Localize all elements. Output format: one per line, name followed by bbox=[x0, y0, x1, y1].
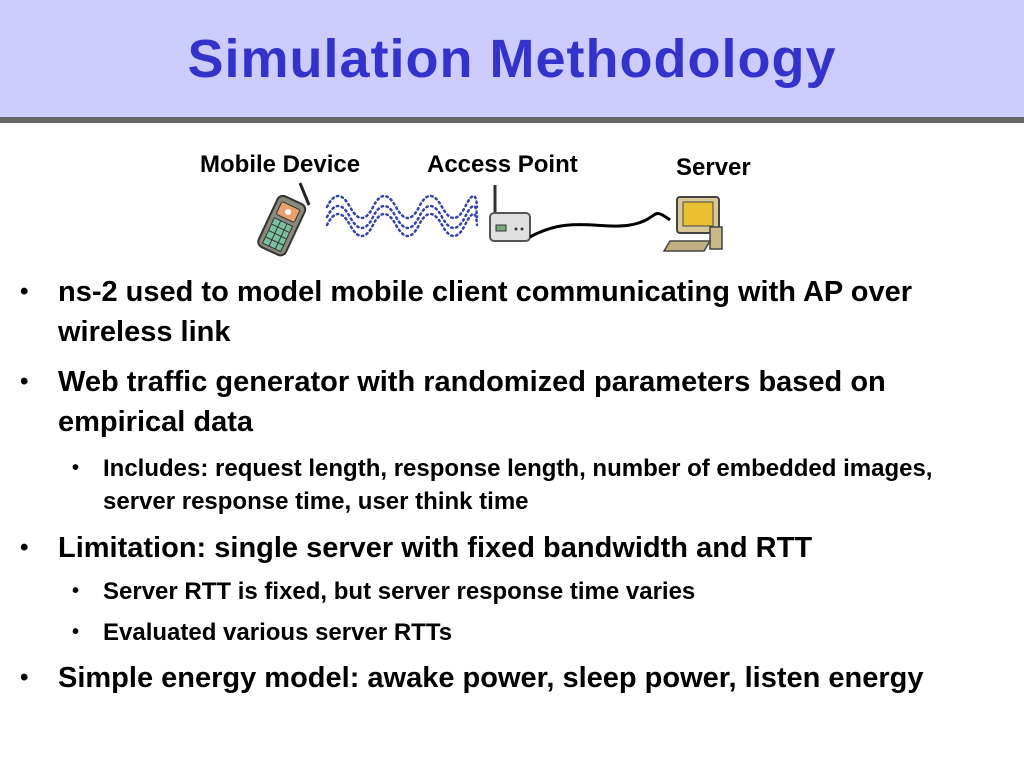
title-divider bbox=[0, 117, 1024, 123]
sub-bullet-item bbox=[72, 452, 993, 518]
bullet-marker: • bbox=[72, 621, 80, 643]
bullet-item bbox=[20, 528, 993, 568]
access-point-label: Access Point bbox=[427, 151, 578, 178]
bullet-item bbox=[20, 362, 993, 442]
slide-title: Simulation Methodology bbox=[187, 29, 837, 89]
bullet-text: Evaluated various server RTTs bbox=[103, 619, 453, 646]
bullet-marker: • bbox=[20, 664, 29, 691]
bullet-marker: • bbox=[20, 278, 29, 305]
wireless-signal-icon bbox=[327, 196, 477, 236]
mobile-phone-icon bbox=[256, 183, 309, 257]
bullet-text: Web traffic generator with randomized parameters based on empirical data bbox=[58, 366, 886, 438]
bullet-marker: • bbox=[72, 580, 80, 602]
mobile-device-label: Mobile Device bbox=[200, 151, 361, 178]
sub-bullet-item bbox=[72, 616, 993, 649]
bullet-marker: • bbox=[20, 368, 29, 395]
network-diagram bbox=[190, 145, 790, 260]
access-point-icon bbox=[490, 185, 530, 241]
sub-bullet-item bbox=[72, 575, 993, 608]
network-cable bbox=[530, 214, 670, 237]
bullet-marker: • bbox=[72, 457, 80, 479]
bullet-marker: • bbox=[20, 534, 29, 561]
bullet-text: Includes: request length, response length, number of embedded images, server response time, user think time bbox=[103, 455, 933, 515]
bullet-text: ns-2 used to model mobile client communicating with AP over wireless link bbox=[58, 276, 913, 348]
bullet-text: Simple energy model: awake power, sleep power, listen energy bbox=[58, 662, 924, 694]
bullet-item bbox=[20, 658, 993, 698]
bullet-text: Limitation: single server with fixed bandwidth and RTT bbox=[58, 532, 813, 564]
bullet-item bbox=[20, 272, 993, 352]
server-computer-icon bbox=[664, 197, 722, 251]
bullet-text: Server RTT is fixed, but server response time varies bbox=[103, 578, 696, 605]
server-label: Server bbox=[676, 154, 751, 181]
